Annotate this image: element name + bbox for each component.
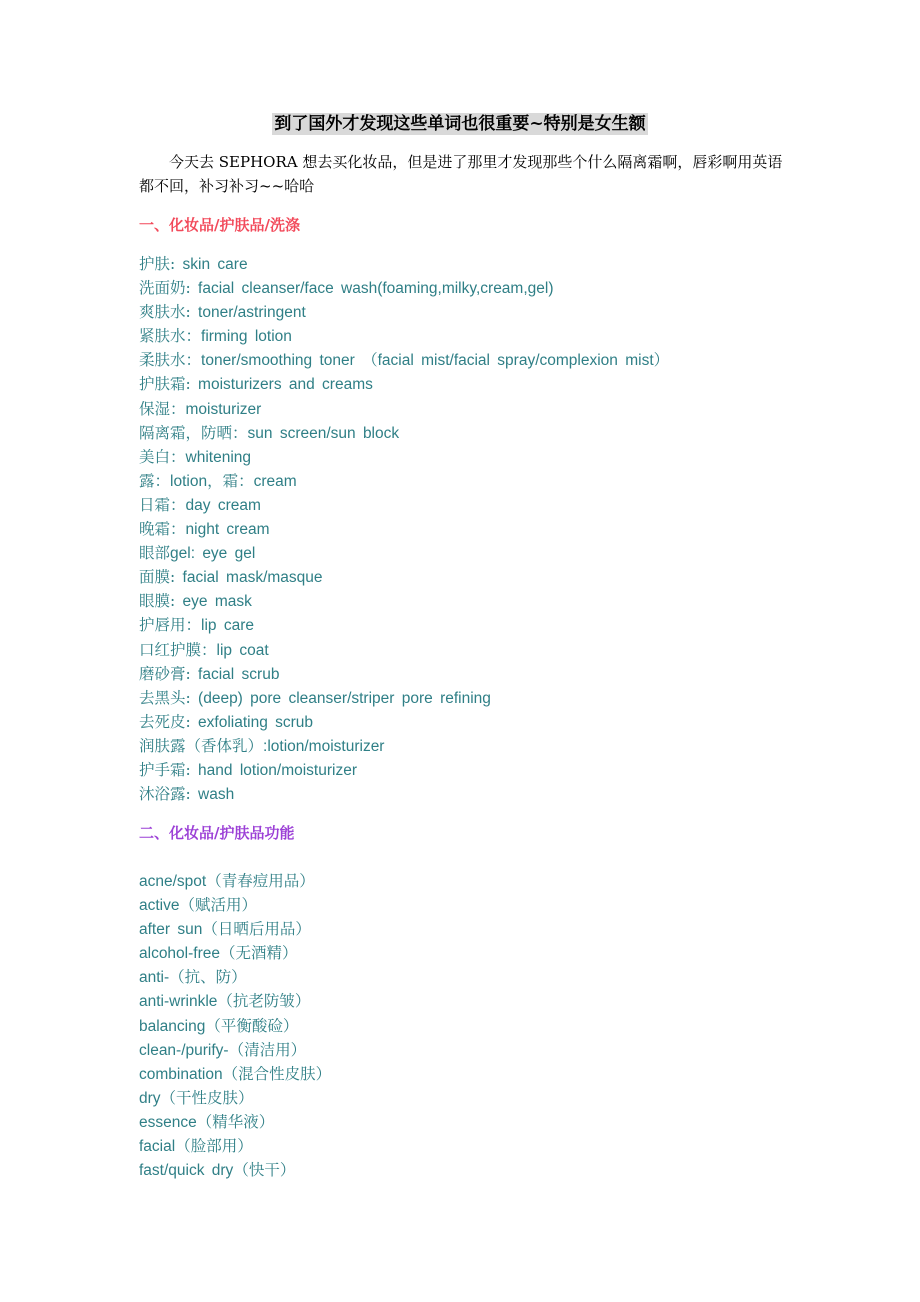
vocab-item xyxy=(139,941,331,965)
chinese-term: 护肤: xyxy=(139,255,176,273)
chinese-term: （混合性皮肤） xyxy=(222,1064,332,1083)
english-term: night cream xyxy=(185,521,270,539)
vocab-item xyxy=(139,965,331,989)
chinese-term: 润肤露（香体乳） xyxy=(139,736,264,755)
vocab-item xyxy=(139,1038,331,1062)
chinese-term: （清洁用） xyxy=(228,1040,307,1059)
chinese-term: （脸部用） xyxy=(175,1137,253,1156)
section-1-heading: 一、化妆品/护肤品/洗涤 xyxy=(139,216,300,234)
english-term: hand lotion/moisturizer xyxy=(190,761,357,779)
vocab-item xyxy=(139,869,331,893)
vocab-item xyxy=(139,613,669,637)
english-term: sun screen/sun block xyxy=(247,424,400,442)
chinese-term: 去黑头: xyxy=(139,688,191,707)
english-term: gel: eye gel xyxy=(170,545,256,563)
chinese-term: 爽肤水: xyxy=(139,303,191,322)
vocab-item xyxy=(139,710,669,734)
vocab-item xyxy=(139,421,669,445)
chinese-term: （快干） xyxy=(233,1161,296,1180)
chinese-term: （干性皮肤） xyxy=(160,1088,254,1107)
chinese-term: （平衡酸硷） xyxy=(205,1016,299,1035)
english-term: dry xyxy=(139,1089,161,1107)
english-term: moisturizers and creams xyxy=(190,376,373,394)
english-term: skin care xyxy=(175,256,248,273)
english-term: toner/astringent xyxy=(190,304,306,322)
chinese-term: 紧肤水： xyxy=(139,327,202,346)
chinese-term: （抗、防） xyxy=(169,968,247,987)
vocab-item xyxy=(139,348,669,372)
chinese-term: 护肤霜: xyxy=(139,375,191,394)
english-term: lip coat xyxy=(216,641,269,659)
english-term: whitening xyxy=(185,448,252,466)
chinese-term: 护唇用： xyxy=(139,616,202,635)
chinese-term: 美白： xyxy=(139,447,186,466)
english-term: combination xyxy=(139,1065,223,1083)
vocab-item xyxy=(139,1110,331,1134)
vocab-item xyxy=(139,397,669,421)
chinese-term: 保湿： xyxy=(139,399,186,418)
vocab-item xyxy=(139,893,331,917)
vocab-item xyxy=(139,782,669,806)
chinese-term: （精华液） xyxy=(196,1112,275,1131)
english-term: firming lotion xyxy=(201,328,292,346)
english-term: exfoliating scrub xyxy=(190,713,314,731)
english-term: (deep) pore cleanser/striper pore refining xyxy=(190,689,491,707)
vocab-item xyxy=(139,372,669,396)
english-term: day cream xyxy=(185,496,261,514)
vocab-item xyxy=(139,686,669,710)
english-term: lip care xyxy=(201,617,254,635)
english-term: moisturizer xyxy=(185,400,262,418)
english-term: toner/smoothing toner （facial mist/facial spray/complexion mist） xyxy=(201,352,670,370)
vocab-item xyxy=(139,1014,331,1038)
chinese-term: （赋活用） xyxy=(179,896,258,915)
english-term: anti- xyxy=(139,969,170,987)
vocab-item xyxy=(139,989,331,1013)
vocab-item xyxy=(139,638,669,662)
vocab-item xyxy=(139,252,669,276)
section-1-vocab-list xyxy=(139,252,669,806)
chinese-term: 沐浴露: xyxy=(139,785,191,804)
vocab-item xyxy=(139,917,331,941)
chinese-term: 磨砂膏: xyxy=(139,664,191,683)
english-term: facial mask/masque xyxy=(175,569,323,587)
english-term: eye mask xyxy=(175,593,252,611)
english-term: active xyxy=(139,897,180,915)
vocab-item xyxy=(139,517,669,541)
vocab-item xyxy=(139,324,669,348)
english-term: facial cleanser/face wash(foaming,milky,cream,gel) xyxy=(190,280,554,298)
english-term: wash xyxy=(190,786,235,804)
english-term: lotion，霜：cream xyxy=(170,472,297,490)
chinese-term: 去死皮: xyxy=(139,712,191,731)
english-term: alcohol-free xyxy=(139,945,220,963)
section-2-heading: 二、化妆品/护肤品功能 xyxy=(139,824,295,842)
english-term: :lotion/moisturizer xyxy=(263,737,385,755)
english-term: after sun xyxy=(139,921,203,939)
chinese-term: 眼膜: xyxy=(139,592,176,611)
vocab-item xyxy=(139,734,669,758)
chinese-term: 露： xyxy=(139,471,171,490)
vocab-item xyxy=(139,300,669,324)
chinese-term: 隔离霜，防晒： xyxy=(139,423,248,442)
section-2-vocab-list xyxy=(139,869,331,1182)
chinese-term: 口红护膜： xyxy=(139,640,217,659)
english-term: clean-/purify- xyxy=(139,1041,229,1059)
intro-paragraph: 今天去 SEPHORA 想去买化妆品，但是进了那里才发现那些个什么隔离霜啊，唇彩啊用英语都不回，补习补习~~哈哈 xyxy=(139,153,783,195)
chinese-term: 护手霜: xyxy=(139,760,191,779)
chinese-term: （日晒后用品） xyxy=(202,920,311,939)
vocab-item xyxy=(139,493,669,517)
chinese-term: （抗老防皱） xyxy=(217,992,311,1011)
vocab-item xyxy=(139,276,669,300)
chinese-term: 日霜： xyxy=(139,495,186,514)
vocab-item xyxy=(139,1062,331,1086)
chinese-term: （青春痘用品） xyxy=(206,872,315,890)
english-term: facial scrub xyxy=(190,665,280,683)
vocab-item xyxy=(139,662,669,686)
vocab-item xyxy=(139,565,669,589)
vocab-item xyxy=(139,589,669,613)
english-term: fast/quick dry xyxy=(139,1162,234,1180)
vocab-item xyxy=(139,541,669,565)
chinese-term: 眼部 xyxy=(139,544,171,563)
chinese-term: （无酒精） xyxy=(220,944,298,963)
english-term: anti-wrinkle xyxy=(139,993,218,1011)
chinese-term: 晚霜： xyxy=(139,520,186,539)
vocab-item xyxy=(139,1134,331,1158)
vocab-item xyxy=(139,758,669,782)
document-title: 到了国外才发现这些单词也很重要~特别是女生额 xyxy=(274,114,646,134)
vocab-item xyxy=(139,469,669,493)
vocab-item xyxy=(139,1158,331,1182)
english-term: acne/spot xyxy=(139,873,207,890)
vocab-item xyxy=(139,445,669,469)
chinese-term: 洗面奶: xyxy=(139,279,191,298)
chinese-term: 柔肤水： xyxy=(139,351,202,370)
vocab-item xyxy=(139,1086,331,1110)
english-term: balancing xyxy=(139,1017,206,1035)
english-term: facial xyxy=(139,1138,176,1156)
english-term: essence xyxy=(139,1113,197,1131)
chinese-term: 面膜: xyxy=(139,568,176,587)
